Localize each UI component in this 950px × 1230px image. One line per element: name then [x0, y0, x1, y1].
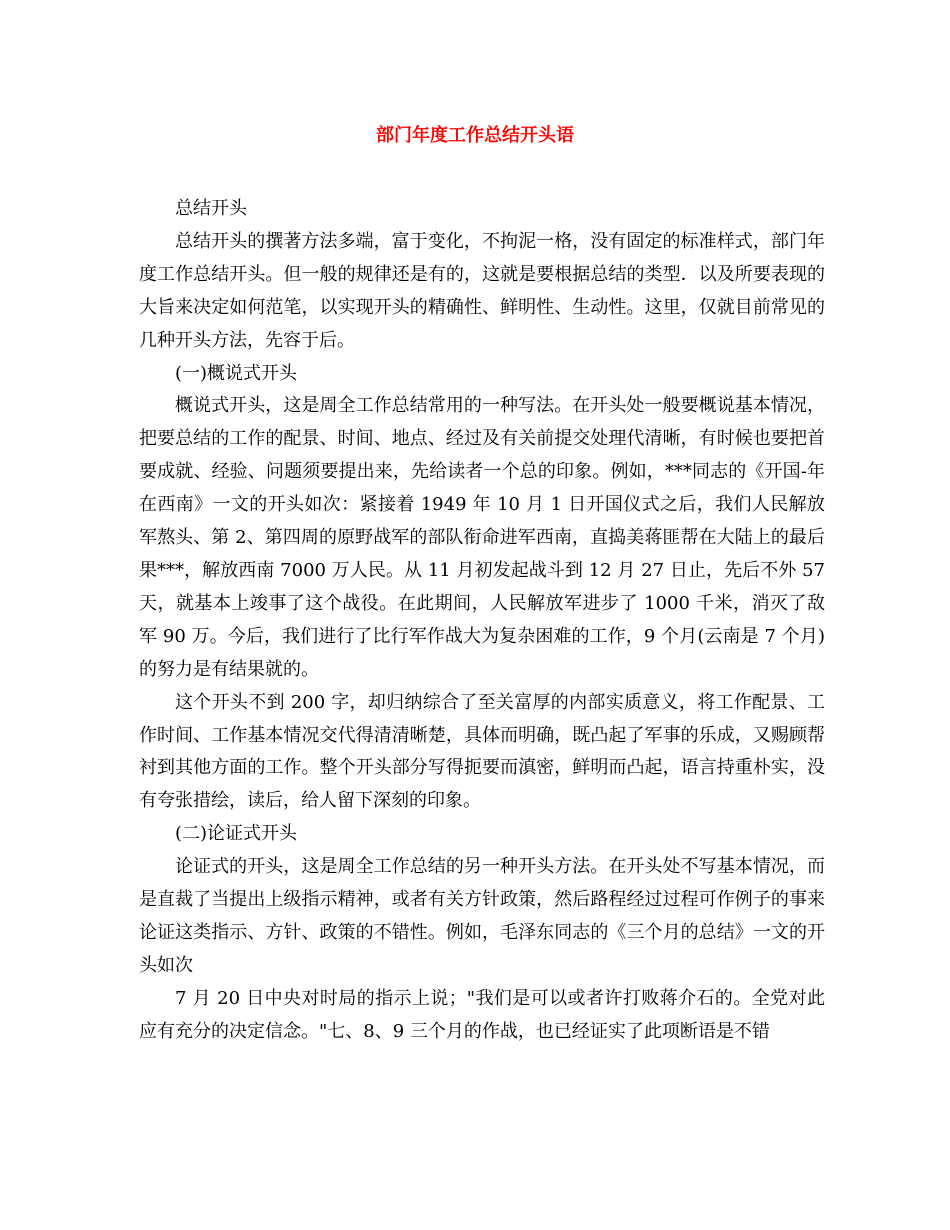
- paragraph-overview-analysis: 这个开头不到 200 字，却归纳综合了至关富厚的内部实质意义，将工作配景、工作时间、工作基本情况交代得清清晰楚，具体而明确，既凸起了军事的乐成，又赐顾帮衬到其他方面的工作。整个开头部分写得扼要而滇密，鲜明而凸起，语言持重朴实，没有夸张措绘，读后，给人留下深刻的印象。: [139, 691, 825, 812]
- paragraph-heading-argument-opening: (二)论证式开头: [175, 823, 298, 845]
- paragraph-quote: 7 月 20 日中央对时局的指示上说；"我们是可以或者许打败蒋介石的。全党对此应有充分的决定信念。"七、8、9 三个月的作战，也已经证实了此项断语是不错: [139, 987, 825, 1042]
- document-body: [139, 193, 825, 1049]
- paragraph-argument-body: 论证式的开头，这是周全工作总结的另一种开头方法。在开头处不写基本情况，而是直裁了当提出上级指示精神，或者有关方针政策，然后路程经过过程可作例子的事来论证这类指示、方针、政策的不错性。例如，毛泽东同志的《三个月的总结》一文的开头如次: [139, 856, 825, 976]
- paragraph-heading-summary-opening: 总结开头: [175, 198, 247, 219]
- document-title: 部门年度工作总结开头语: [376, 125, 574, 146]
- paragraph-intro: 总结开头的撰著方法多端，富于变化，不拘泥一格，没有固定的标准样式，部门年度工作总结开头。但一般的规律还是有的，这就是要根据总结的类型．以及所要表现的大旨来决定如何范笔，以实现开头的精确性、鲜明性、生动性。这里，仅就目前常见的几种开头方法，先容于后。: [139, 230, 825, 351]
- paragraph-overview-body: 概说式开头，这是周全工作总结常用的一种写法。在开头处一般要概说基本情况，把要总结的工作的配景、时间、地点、经过及有关前提交处理代清晰，有时候也要把首要成就、经验、问题须要提出来，先给读者一个总的印象。例如，***同志的《开国-年在西南》一文的开头如次：紧接着 1949 年 10 月 1 日开国仪式之后，我们人民解放军熬头、第 2、第四周的原野战军的部队衔命进军西南，直捣美蒋匪帮在大陆上的最后果***，解放西南 7000 万人民。从 11 月初发起战斗到 12 月 27 日止，先后不外 57 天，就基本上竣事了这个战役。在此期间，人民解放军进步了 1000 千米，消灭了敌军 90 万。今后，我们进行了比行军作战大为复杂困难的工作，9 个月(云南是 7 个月)的努力是有结果就的。: [139, 395, 826, 680]
- paragraph-heading-overview-opening: (一)概说式开头: [175, 362, 298, 384]
